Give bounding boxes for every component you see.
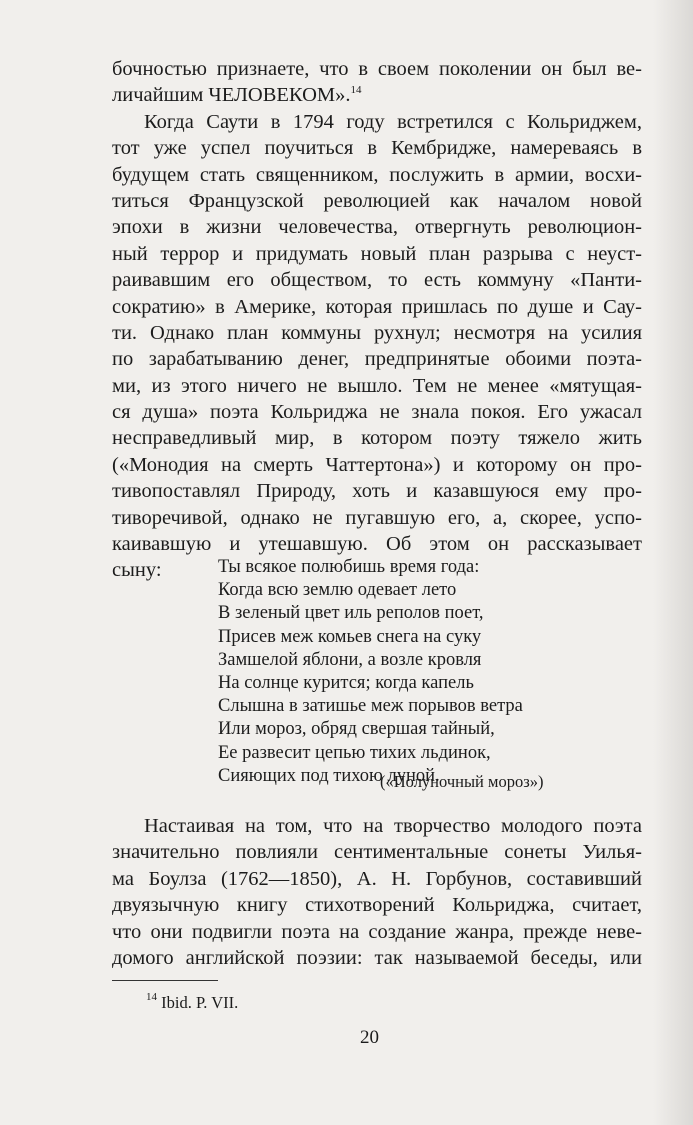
main-text-upper [112, 56, 642, 584]
text-line: («Монодия на смерть Чаттертона») и которому он про- [112, 453, 642, 476]
page-edge-shadow [653, 0, 693, 1125]
text-line: сократию» в Америке, которая пришлась по душе и Сау- [112, 295, 642, 318]
text-line: ми, из этого ничего не вышло. Тем не менее «мятущая- [112, 374, 642, 397]
poem-line: Сияющих под тихою луной. [218, 765, 440, 786]
poem-source: («Полуночный мороз») [380, 772, 544, 791]
text-line: титься Французской революцией как началом новой [112, 189, 642, 212]
text-line [112, 82, 642, 108]
main-text-lower [112, 813, 642, 971]
text-line: ся душа» поэта Кольриджа не знала покоя. Его ужасал [112, 401, 642, 424]
text-line: будущем стать священником, послужить в армии, восхи- [112, 163, 642, 186]
text-line: Настаивая на том, что на творчество молодого поэта [144, 815, 642, 837]
poem-line: Присев меж комьев снега на суку [218, 626, 482, 647]
text-line: по зарабатыванию денег, предпринятые обоими поэта- [112, 348, 642, 371]
footnote-divider [112, 980, 218, 981]
poem-line: Слышна в затишье меж порывов ветра [218, 696, 523, 717]
poem-line: Замшелой яблони, а возле кровля [218, 649, 482, 670]
text-fragment: личайшим ЧЕЛОВЕКОМ». [112, 84, 351, 107]
poem-line: Или мороз, обряд свершая тайный, [218, 719, 495, 740]
poem-line: На солнце курится; когда капель [218, 672, 474, 693]
poem-quote [218, 556, 523, 788]
text-line: ма Боулза (1762—1850), А. Н. Горбунов, составивший [112, 867, 642, 890]
text-line: ти. Однако план коммуны рухнул; несмотря на усилия [112, 321, 642, 344]
text-line: домого английской поэзии: так называемой беседы, или [112, 946, 642, 969]
text-line: тиворечивой, однако не пугавшую его, а, скорее, успо- [112, 506, 642, 529]
text-line: тот уже успел поучиться в Кембридже, намереваясь в [112, 137, 642, 160]
text-line: ный террор и придумать новый план разрыва с неуст- [112, 242, 642, 265]
text-line: тивопоставлял Природу, хоть и казавшуюся ему про- [112, 480, 642, 503]
text-line: что они подвигли поэта на создание жанра, прежде неве- [112, 920, 642, 943]
text-line: каивавшую и утешавшую. Об этом он рассказывает [112, 533, 642, 556]
text-line: эпохи в жизни человечества, отвергнуть революцион- [112, 216, 642, 239]
poem-line: В зеленый цвет иль реполов поет, [218, 603, 484, 624]
footnote-number: 14 [146, 991, 157, 1003]
poem-line: Ее развесит цепью тихих льдинок, [218, 742, 491, 763]
footnote-text: Ibid. P. VII. [161, 993, 239, 1012]
text-line: бочностью признаете, что в своем поколении он был ве- [112, 58, 642, 80]
page-number: 20 [360, 1027, 379, 1048]
poem-line: Когда всю землю одевает лето [218, 580, 457, 601]
text-line: сыну: [112, 559, 162, 582]
text-line: двуязычную книгу стихотворений Кольриджа, считает, [112, 894, 642, 917]
footnote-ref[interactable]: 14 [350, 84, 362, 97]
footnote [146, 993, 238, 1013]
text-line: Когда Саути в 1794 году встретился с Кольриджем, [144, 110, 642, 133]
text-line: несправедливый мир, в котором поэту тяжело жить [112, 427, 642, 450]
text-line: значительно повлияли сентиментальные сонеты Уилья- [112, 841, 642, 864]
poem-line: Ты всякое полюбишь время года: [218, 557, 480, 577]
text-line: раивавшим его обществом, то есть коммуну «Панти- [112, 269, 642, 292]
